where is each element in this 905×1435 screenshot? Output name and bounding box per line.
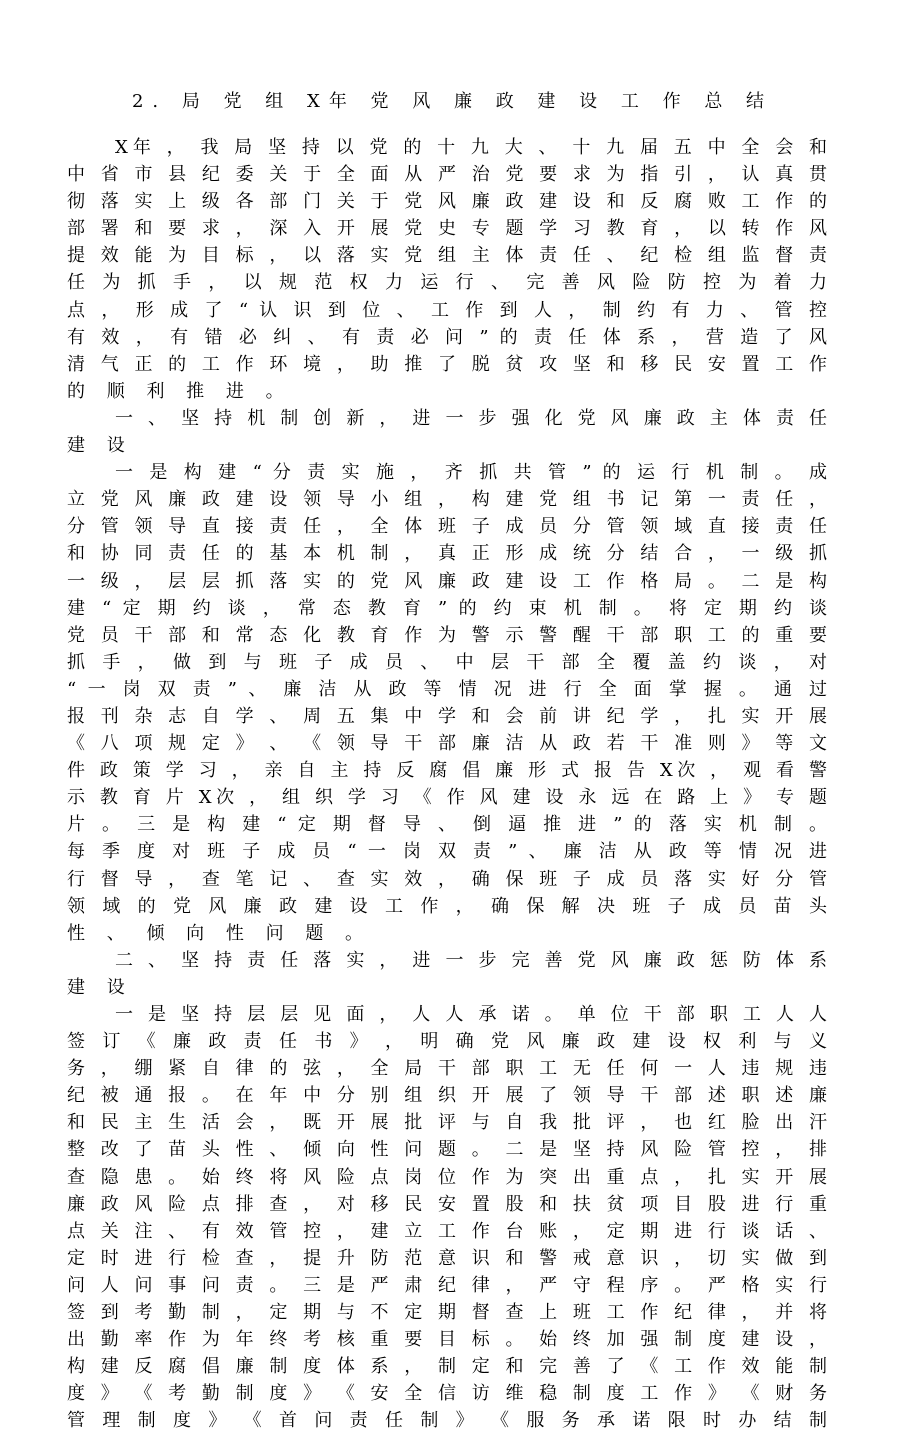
text-line: 廉 政 风 险 点 排 查 ， 对 移 民 安 置 股 和 扶 贫 项 目 股 进 行 重 <box>67 1193 827 1215</box>
text-line: 报 刊 杂 志 自 学 、 周 五 集 中 学 和 会 前 讲 纪 学 ， 扎 实 开 展 <box>67 705 827 727</box>
text-line: 和 协 同 责 任 的 基 本 机 制 ， 真 正 形 成 统 分 结 合 ， 一 级 抓 <box>67 543 827 565</box>
text-line: 建 设 <box>67 435 133 457</box>
text-line: 务 ， 绷 紧 自 律 的 弦 ， 全 局 干 部 职 工 无 任 何 一 人 违 规 违 <box>67 1058 827 1080</box>
text-line: 清 气 正 的 工 作 环 境 ， 助 推 了 脱 贫 攻 坚 和 移 民 安 置 工 作 <box>67 353 827 375</box>
text-line: 查 隐 患 。 始 终 将 风 险 点 岗 位 作 为 突 出 重 点 ， 扎 实 开 展 <box>67 1166 827 1188</box>
text-line: 一 是 构 建 “ 分 责 实 施 ， 齐 抓 共 管 ” 的 运 行 机 制 。 成 <box>115 462 827 484</box>
text-line: 有 效 ， 有 错 必 纠 、 有 责 必 问 ” 的 责 任 体 系 ， 营 造 了 风 <box>67 326 827 348</box>
text-line: 管 理 制 度 》 《 首 问 责 任 制 》 《 服 务 承 诺 限 时 办 结 制 <box>67 1410 827 1432</box>
text-line: “ 一 岗 双 责 ” 、 廉 洁 从 政 等 情 况 进 行 全 面 掌 握 。 通 过 <box>67 678 827 700</box>
text-line: 建 设 <box>67 976 133 998</box>
text-line: 定 时 进 行 检 查 ， 提 升 防 范 意 识 和 警 戒 意 识 ， 切 实 做 到 <box>67 1247 827 1269</box>
text-line: 和 民 主 生 活 会 ， 既 开 展 批 评 与 自 我 批 评 ， 也 红 脸 出 汗 <box>67 1112 827 1134</box>
text-line: 立 党 风 廉 政 建 设 领 导 小 组 ， 构 建 党 组 书 记 第 一 责 任 ， <box>67 489 827 511</box>
text-line: 部 署 和 要 求 ， 深 入 开 展 党 史 专 题 学 习 教 育 ， 以 转 作 风 <box>67 218 827 240</box>
text-line: 性 、 倾 向 性 问 题 。 <box>67 922 372 944</box>
text-line: 分 管 领 导 直 接 责 任 ， 全 体 班 子 成 员 分 管 领 域 直 接 责 任 <box>67 516 827 538</box>
text-line: 《 八 项 规 定 》 、 《 领 导 干 部 廉 洁 从 政 若 干 准 则 》 等 文 <box>67 733 827 755</box>
text-line: 任 为 抓 手 ， 以 规 范 权 力 运 行 、 完 善 风 险 防 控 为 着 力 <box>67 272 827 294</box>
text-line: 行 督 导 ， 查 笔 记 、 查 实 效 ， 确 保 班 子 成 员 落 实 好 分 管 <box>67 868 827 890</box>
text-line: 一 是 坚 持 层 层 见 面 ， 人 人 承 诺 。 单 位 干 部 职 工 人 人 <box>115 1004 827 1025</box>
text-line: 片 。 三 是 构 建 “ 定 期 督 导 、 倒 逼 推 进 ” 的 落 实 机 制 。 <box>67 814 827 836</box>
text-line: X年 ， 我 局 坚 持 以 党 的 十 九 大 、 十 九 届 五 中 全 会 和 <box>115 137 827 158</box>
document-body <box>67 134 827 1435</box>
text-line: 党 员 干 部 和 常 态 化 教 育 作 为 警 示 警 醒 干 部 职 工 的 重 要 <box>67 624 827 646</box>
text-line: 中 省 市 县 纪 委 关 于 全 面 从 严 治 党 要 求 为 指 引 ， 认 真 贯 <box>67 164 827 186</box>
text-line: 的 顺 利 推 进 。 <box>67 380 292 402</box>
text-line: 整 改 了 苗 头 性 、 倾 向 性 问 题 。 二 是 坚 持 风 险 管 控 ， 排 <box>67 1139 827 1161</box>
text-line: 建 “ 定 期 约 谈 ， 常 态 教 育 ” 的 约 束 机 制 。 将 定 期 约 谈 <box>67 597 827 619</box>
text-line: 点 ， 形 成 了 “ 认 识 到 位 、 工 作 到 人 ， 制 约 有 力 、 管 控 <box>67 299 827 321</box>
text-line: 彻 落 实 上 级 各 部 门 关 于 党 风 廉 政 建 设 和 反 腐 败 工 作 的 <box>67 191 827 213</box>
text-line: 一 级 ， 层 层 抓 落 实 的 党 风 廉 政 建 设 工 作 格 局 。 二 是 构 <box>67 570 827 592</box>
text-line: 点 关 注 、 有 效 管 控 ， 建 立 工 作 台 账 ， 定 期 进 行 谈 话 、 <box>67 1220 827 1242</box>
text-line: 件 政 策 学 习 ， 亲 自 主 持 反 腐 倡 廉 形 式 报 告 X次 ， 观 看 警 <box>67 760 827 782</box>
text-line: 抓 手 ， 做 到 与 班 子 成 员 、 中 层 干 部 全 覆 盖 约 谈 ， 对 <box>67 651 827 673</box>
text-line: 二 、 坚 持 责 任 落 实 ， 进 一 步 完 善 党 风 廉 政 惩 防 体 系 <box>115 949 827 971</box>
text-line: 构 建 反 腐 倡 廉 制 度 体 系 ， 制 定 和 完 善 了 《 工 作 效 能 制 <box>67 1356 827 1378</box>
text-line: 每 季 度 对 班 子 成 员 “ 一 岗 双 责 ” 、 廉 洁 从 政 等 情 况 进 <box>67 841 827 863</box>
text-line: 签 到 考 勤 制 ， 定 期 与 不 定 期 督 查 上 班 工 作 纪 律 ， 并 将 <box>67 1302 827 1324</box>
text-line: 出 勤 率 作 为 年 终 考 核 重 要 目 标 。 始 终 加 强 制 度 建 设 ， <box>67 1329 827 1351</box>
text-line: 纪 被 通 报 。 在 年 中 分 别 组 织 开 展 了 领 导 干 部 述 职 述 廉 <box>67 1085 827 1107</box>
text-line: 提 效 能 为 目 标 ， 以 落 实 党 组 主 体 责 任 、 纪 检 组 监 督 责 <box>67 245 827 267</box>
text-line: 签 订 《 廉 政 责 任 书 》 ， 明 确 党 风 廉 政 建 设 权 利 与 义 <box>67 1031 827 1053</box>
text-line: 领 域 的 党 风 廉 政 建 设 工 作 ， 确 保 解 决 班 子 成 员 苗 头 <box>67 895 827 917</box>
text-line: 问 人 问 事 问 责 。 三 是 严 肃 纪 律 ， 严 守 程 序 。 严 格 实 行 <box>67 1274 827 1296</box>
text-line: 度 》 《 考 勤 制 度 》 《 安 全 信 访 维 稳 制 度 工 作 》 《 财 务 <box>67 1383 827 1405</box>
text-line: 一 、 坚 持 机 制 创 新 ， 进 一 步 强 化 党 风 廉 政 主 体 责 任 <box>115 407 827 429</box>
text-line: 示 教 育 片 X次 ， 组 织 学 习 《 作 风 建 设 永 远 在 路 上 》 专 题 <box>67 787 827 809</box>
document-title: 2. 局 党 组 X年 党 风 廉 政 建 设 工 作 总 结 <box>131 91 774 112</box>
